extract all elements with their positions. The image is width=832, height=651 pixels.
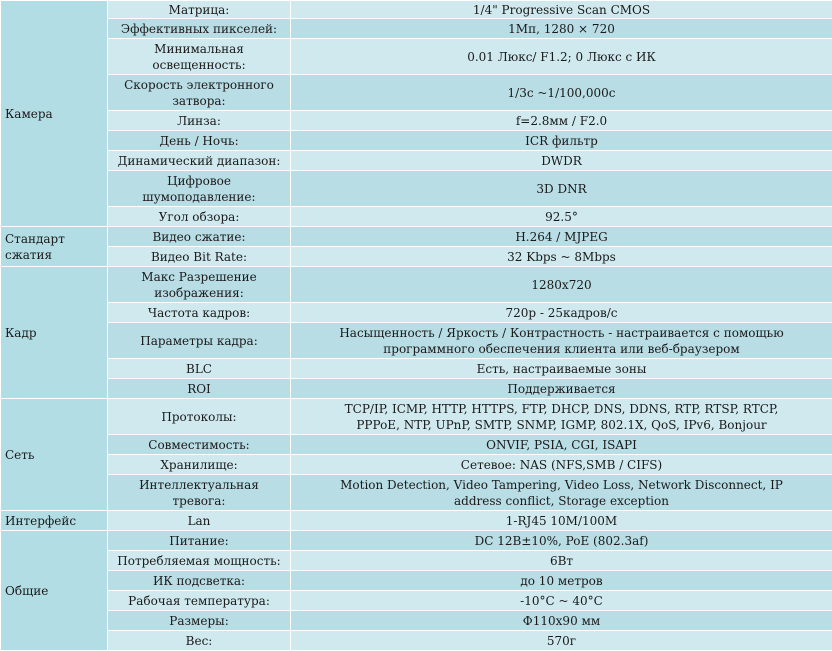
spec-value — [291, 227, 832, 247]
spec-value — [291, 303, 832, 323]
spec-value-line: 32 Kbps ~ 8Mbps — [295, 249, 828, 265]
spec-value — [291, 531, 832, 551]
spec-label-line: BLC — [112, 361, 286, 377]
spec-label — [108, 39, 291, 75]
spec-value-line: 1280x720 — [295, 277, 828, 293]
table-row — [1, 227, 832, 247]
spec-label — [108, 75, 291, 111]
spec-label — [108, 1, 291, 19]
spec-value — [291, 551, 832, 571]
spec-label-line: тревога: — [112, 493, 286, 509]
table-row — [1, 511, 832, 531]
spec-value — [291, 111, 832, 131]
spec-value — [291, 399, 832, 435]
category-cell: Общие — [1, 531, 108, 651]
spec-value — [291, 379, 832, 399]
spec-label-line: Питание: — [112, 533, 286, 549]
spec-label-line: Размеры: — [112, 613, 286, 629]
spec-label-line: Видео Bit Rate: — [112, 249, 286, 265]
spec-label — [108, 151, 291, 171]
spec-label-line: День / Ночь: — [112, 133, 286, 149]
spec-value-line: Сетевое: NAS (NFS,SMB / CIFS) — [295, 457, 828, 473]
spec-label — [108, 435, 291, 455]
spec-label-line: изображения: — [112, 285, 286, 301]
category-cell: Сеть — [1, 399, 108, 511]
spec-value — [291, 435, 832, 455]
table-row — [1, 379, 832, 399]
spec-value — [291, 455, 832, 475]
spec-value-line: 1-RJ45 10M/100M — [295, 513, 828, 529]
spec-label-line: Угол обзора: — [112, 209, 286, 225]
spec-value-line: DWDR — [295, 153, 828, 169]
table-row — [1, 247, 832, 267]
table-row — [1, 111, 832, 131]
spec-label-line: Параметры кадра: — [112, 333, 286, 349]
spec-value-line: Насыщенность / Яркость / Контрастность - настраивается с помощью — [295, 325, 828, 341]
spec-value — [291, 511, 832, 531]
spec-label — [108, 303, 291, 323]
spec-value-line: 92.5° — [295, 209, 828, 225]
spec-label — [108, 455, 291, 475]
spec-value-line: H.264 / MJPEG — [295, 229, 828, 245]
table-row — [1, 571, 832, 591]
spec-label — [108, 379, 291, 399]
spec-value-line: 6Вт — [295, 553, 828, 569]
spec-value — [291, 323, 832, 359]
table-row — [1, 39, 832, 75]
spec-label — [108, 323, 291, 359]
spec-label — [108, 551, 291, 571]
spec-value — [291, 247, 832, 267]
spec-label-line: Протоколы: — [112, 409, 286, 425]
spec-value-line: address conflict, Storage exception — [295, 493, 828, 509]
spec-value-line: ONVIF, PSIA, CGI, ISAPI — [295, 437, 828, 453]
spec-value-line: 570г — [295, 633, 828, 649]
spec-label-line: Динамический диапазон: — [112, 153, 286, 169]
spec-label-line: Скорость электронного — [112, 77, 286, 93]
spec-value-line: 0.01 Люкс/ F1.2; 0 Люкс с ИК — [295, 49, 828, 65]
spec-value — [291, 151, 832, 171]
category-cell: Камера — [1, 1, 108, 227]
spec-value-line: ICR фильтр — [295, 133, 828, 149]
spec-label-line: Видео сжатие: — [112, 229, 286, 245]
table-row — [1, 531, 832, 551]
table-row — [1, 19, 832, 39]
category-cell: Интерфейс — [1, 511, 108, 531]
table-row — [1, 151, 832, 171]
spec-value — [291, 171, 832, 207]
spec-value — [291, 267, 832, 303]
spec-value-line: Ф110x90 мм — [295, 613, 828, 629]
spec-label-line: Рабочая температура: — [112, 593, 286, 609]
spec-label — [108, 207, 291, 227]
spec-value-line: программного обеспечения клиента или веб-браузером — [295, 341, 828, 357]
table-row — [1, 323, 832, 359]
spec-label-line: Цифровое — [112, 173, 286, 189]
category-cell: Кадр — [1, 267, 108, 399]
spec-label — [108, 227, 291, 247]
spec-label — [108, 359, 291, 379]
table-row — [1, 267, 832, 303]
spec-value-line: 720p - 25кадров/с — [295, 305, 828, 321]
spec-label — [108, 511, 291, 531]
spec-value — [291, 611, 832, 631]
spec-value-line: TCP/IP, ICMP, HTTP, HTTPS, FTP, DHCP, DNS, DDNS, RTP, RTSP, RTCP, — [295, 401, 828, 417]
table-row — [1, 399, 832, 435]
spec-value-line: 1Мп, 1280 × 720 — [295, 21, 828, 37]
spec-label — [108, 131, 291, 151]
spec-label — [108, 571, 291, 591]
table-row — [1, 1, 832, 19]
spec-value — [291, 207, 832, 227]
spec-value-line: 1/4" Progressive Scan CMOS — [295, 2, 828, 18]
spec-label-line: шумоподавление: — [112, 189, 286, 205]
spec-label — [108, 247, 291, 267]
table-row — [1, 591, 832, 611]
spec-value-line: 1/3с ~1/100,000с — [295, 85, 828, 101]
spec-value — [291, 39, 832, 75]
spec-value — [291, 19, 832, 39]
spec-label — [108, 531, 291, 551]
table-row — [1, 475, 832, 511]
spec-label-line: Хранилище: — [112, 457, 286, 473]
spec-value-line: f=2.8мм / F2.0 — [295, 113, 828, 129]
spec-value — [291, 591, 832, 611]
spec-label-line: ROI — [112, 381, 286, 397]
spec-value-line: -10°C ~ 40°C — [295, 593, 828, 609]
spec-label — [108, 19, 291, 39]
spec-value — [291, 75, 832, 111]
spec-label-line: Эффективных пикселей: — [112, 21, 286, 37]
table-row — [1, 359, 832, 379]
spec-label — [108, 171, 291, 207]
table-row — [1, 303, 832, 323]
spec-label-line: ИК подсветка: — [112, 573, 286, 589]
spec-label — [108, 399, 291, 435]
spec-label-line: Вес: — [112, 633, 286, 649]
spec-label-line: Интеллектуальная — [112, 477, 286, 493]
table-row — [1, 207, 832, 227]
spec-value — [291, 571, 832, 591]
spec-table-body — [1, 1, 832, 651]
spec-label-line: Матрица: — [112, 2, 286, 18]
spec-value-line: Motion Detection, Video Tampering, Video Loss, Network Disconnect, IP — [295, 477, 828, 493]
spec-label-line: Частота кадров: — [112, 305, 286, 321]
table-row — [1, 455, 832, 475]
table-row — [1, 611, 832, 631]
spec-value — [291, 359, 832, 379]
spec-label-line: освещенность: — [112, 57, 286, 73]
spec-label — [108, 267, 291, 303]
spec-value-line: 3D DNR — [295, 181, 828, 197]
spec-value-line: до 10 метров — [295, 573, 828, 589]
spec-value-line: DC 12В±10%, PoE (802.3af) — [295, 533, 828, 549]
table-row — [1, 171, 832, 207]
spec-label — [108, 611, 291, 631]
table-row — [1, 435, 832, 455]
spec-label-line: Минимальная — [112, 41, 286, 57]
spec-value — [291, 475, 832, 511]
spec-value — [291, 131, 832, 151]
spec-value — [291, 1, 832, 19]
category-cell: Стандарт сжатия — [1, 227, 108, 267]
spec-value-line: Есть, настраиваемые зоны — [295, 361, 828, 377]
spec-label — [108, 111, 291, 131]
spec-label-line: Lan — [112, 513, 286, 529]
spec-value-line: Поддерживается — [295, 381, 828, 397]
spec-label — [108, 591, 291, 611]
spec-label-line: затвора: — [112, 93, 286, 109]
spec-label — [108, 475, 291, 511]
table-row — [1, 75, 832, 111]
table-row — [1, 551, 832, 571]
table-row — [1, 131, 832, 151]
spec-label-line: Потребляемая мощность: — [112, 553, 286, 569]
spec-label-line: Совместимость: — [112, 437, 286, 453]
spec-value-line: PPPoE, NTP, UPnP, SMTP, SNMP, IGMP, 802.1X, QoS, IPv6, Bonjour — [295, 417, 828, 433]
spec-label-line: Линза: — [112, 113, 286, 129]
spec-label-line: Макс Разрешение — [112, 269, 286, 285]
